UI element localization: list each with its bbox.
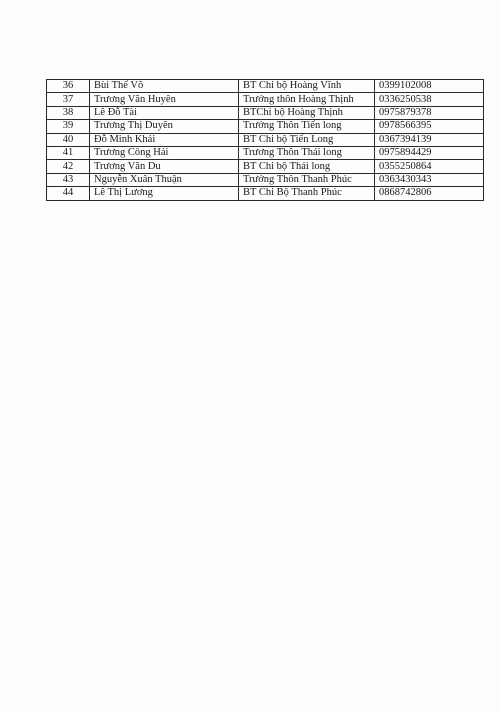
phone-number: 0975879378 [375,106,484,119]
phone-number: 0336250538 [375,93,484,106]
row-number: 42 [47,160,90,173]
table-row [47,80,484,93]
table-row [47,120,484,133]
phone-number: 0868742806 [375,187,484,200]
person-name: Trương Văn Du [90,160,239,173]
phone-number: 0978566395 [375,120,484,133]
person-name: Nguyễn Xuân Thuận [90,173,239,186]
phone-number: 0355250864 [375,160,484,173]
person-role: BT Chi bộ Tiến Long [239,133,375,146]
person-role: Trưởng Thôn Thanh Phúc [239,173,375,186]
table-row [47,187,484,200]
person-name: Lê Đỗ Tài [90,106,239,119]
row-number: 40 [47,133,90,146]
table-row [47,93,484,106]
phone-number: 0367394139 [375,133,484,146]
person-name: Trương Công Hải [90,146,239,159]
phone-number: 0399102008 [375,80,484,93]
person-role: BT Chi Bộ Thanh Phúc [239,187,375,200]
row-number: 44 [47,187,90,200]
person-role: Trưởng thôn Hoàng Thịnh [239,93,375,106]
phone-number: 0363430343 [375,173,484,186]
row-number: 43 [47,173,90,186]
table-row [47,106,484,119]
person-role: Trương Thôn Thái long [239,146,375,159]
row-number: 39 [47,120,90,133]
person-name: Trương Văn Huyên [90,93,239,106]
table-row [47,146,484,159]
row-number: 37 [47,93,90,106]
person-role: BT Chi bộ Hoàng Vĩnh [239,80,375,93]
person-name: Bùi Thế Võ [90,80,239,93]
row-number: 36 [47,80,90,93]
table-row [47,160,484,173]
person-name: Đỗ Minh Khải [90,133,239,146]
person-name: Lê Thị Lương [90,187,239,200]
contact-table-body [47,80,484,201]
person-role: BTChi bộ Hoàng Thịnh [239,106,375,119]
person-name: Trương Thị Duyên [90,120,239,133]
person-role: BT Chi bộ Thái long [239,160,375,173]
person-role: Trưởng Thôn Tiến long [239,120,375,133]
row-number: 38 [47,106,90,119]
table-row [47,133,484,146]
table-row [47,173,484,186]
phone-number: 0975894429 [375,146,484,159]
contact-table [46,79,484,201]
row-number: 41 [47,146,90,159]
